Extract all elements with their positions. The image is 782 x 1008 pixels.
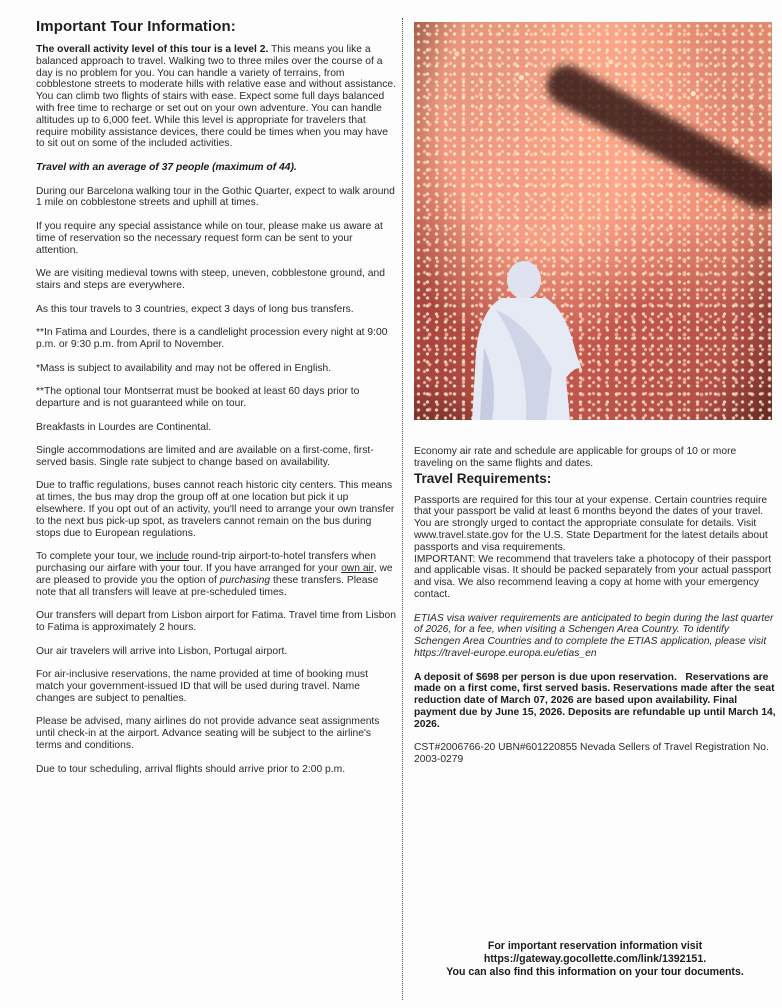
- registration-paragraph: CST#2006766-20 UBN#601220855 Nevada Sellers of Travel Registration No. 2003-0279: [414, 742, 769, 766]
- breakfast-paragraph: Breakfasts in Lourdes are Continental.: [36, 421, 212, 433]
- candlelight-procession-paragraph: **In Fatima and Lourdes, there is a candlelight procession every night at 9:00 p.m. or 9:30 p.m. from April to November.: [36, 327, 388, 350]
- transfers-text-1: To complete your tour, we: [36, 551, 157, 563]
- left-column: [36, 18, 396, 787]
- bus-transfers-paragraph: As this tour travels to 3 countries, expect 3 days of long bus transfers.: [36, 303, 354, 315]
- arrival-time-paragraph: Due to tour scheduling, arrival flights should arrive prior to 2:00 p.m.: [36, 763, 346, 775]
- activity-level-paragraph: [36, 44, 396, 150]
- travel-requirements-heading: Travel Requirements:: [414, 470, 552, 486]
- statue-figure: [466, 258, 590, 420]
- footer-line-1: For important reservation information visit: [487, 940, 703, 952]
- traffic-regulations-paragraph: Due to traffic regulations, buses cannot reach historic city centers. This means at times, the bus may drop the group off at one location but pick it up elsewhere. If you opt out of an activity, you'll need to arrange your own transfer to the next bus pick-up spot, as travelers cannot remain on the bus during stops due to European regulations.: [36, 480, 395, 539]
- special-assistance-paragraph: If you require any special assistance while on tour, please make us aware at time of reservation so the necessary request form can be sent to your attention.: [36, 220, 383, 256]
- activity-level-body: This means you like a balanced approach to travel. Walking two to three miles over the course of a day is no problem for you. You can handle a variety of terrains, from cobblestone streets to moderate hills with relative ease and without assistance. You can climb two flights of stairs with ease. Expect some full days balanced with free time to recharge or set out on your own adventure. You can handle altitudes up to 6,000 feet. While this level is appropriate for travelers that require mobility assistance devices, there could be times when you may have to sit out on some of the included activities.: [36, 44, 397, 150]
- mass-availability-paragraph: *Mass is subject to availability and may not be offered in English.: [36, 362, 332, 374]
- activity-level-lead: The overall activity level of this tour is a level 2.: [36, 44, 269, 55]
- name-match-id-paragraph: For air-inclusive reservations, the name provided at time of booking must match your government-issued ID that will be used during travel. Name changes are subject to penalties.: [36, 669, 368, 704]
- footer-line-3: You can also find this information on your tour documents.: [446, 966, 744, 978]
- barcelona-walking-paragraph: During our Barcelona walking tour in the Gothic Quarter, expect to walk around 1 mile on cobblestone streets and uphill at times.: [36, 185, 395, 209]
- group-size-note: Travel with an average of 37 people (maximum of 44).: [36, 161, 297, 173]
- montserrat-optional-paragraph: **The optional tour Montserrat must be booked at least 60 days prior to departure and is not guaranteed while on tour.: [36, 386, 360, 409]
- transfers-text-3: , we are pleased to provide you the option of: [36, 563, 393, 586]
- passports-paragraph: Passports are required for this tour at your expense. Certain countries require that your passport be valid at least 6 months beyond the dates of your travel. You are strongly urged to contact the appropriate consulate for details. Visit www.travel.state.gov for the U.S. State Department for the latest details about passports and visa requirements.: [414, 494, 768, 553]
- deposit-paragraph: A deposit of $698 per person is due upon reservation. Reservations are made on a first come, first served basis. Reservations made after the seat reduction date of March 07, 2026 are based upon availability. Final payment due by June 15, 2026. Deposits are refundable up until March 14, 2026.: [414, 671, 779, 730]
- transfers-text-2: round-trip airport-to-hotel transfers when purchasing our airfare with your tour. If you have arranged for your: [36, 551, 376, 575]
- reservation-info-footer: [414, 940, 776, 979]
- transfers-text-4: these transfers. Please note that all transfers will leave at pre-scheduled times.: [36, 574, 379, 598]
- lisbon-transfers-paragraph: Our transfers will depart from Lisbon airport for Fatima. Travel time from Lisbon to Fatima is approximately 2 hours.: [36, 610, 396, 634]
- air-travelers-arrival-paragraph: Our air travelers will arrive into Lisbon, Portugal airport.: [36, 645, 288, 657]
- candlelight-procession-photo: [414, 22, 772, 420]
- reservation-link[interactable]: https://gateway.gocollette.com/link/1392151.: [483, 953, 707, 965]
- seat-assignments-paragraph: Please be advised, many airlines do not provide advance seat assignments until check-in at the airport. Advance seating will be subject to the airline's terms and conditions.: [36, 716, 380, 752]
- important-tour-info-heading: Important Tour Information:: [36, 18, 236, 35]
- right-column: [414, 22, 779, 778]
- single-accommodations-paragraph: Single accommodations are limited and are available on a first-come, first-served basis. Single rate subject to change based on availability.: [36, 445, 374, 468]
- medieval-towns-paragraph: We are visiting medieval towns with steep, uneven, cobblestone ground, and stairs and steps are everywhere.: [36, 268, 385, 291]
- transfers-include-underlined: include: [156, 551, 189, 563]
- airport-transfers-paragraph: [36, 551, 396, 598]
- column-divider: [402, 18, 403, 1000]
- transfers-own-air-underlined: own air: [341, 563, 374, 575]
- important-photocopy-paragraph: IMPORTANT: We recommend that travelers take a photocopy of their passport and applicable visas. It should be packed separately from your actual passport and visa. We also recommend leaving a copy at home with your emergency contact.: [414, 553, 772, 600]
- economy-air-note: Economy air rate and schedule are applicable for groups of 10 or more traveling on the same flights and dates.: [414, 446, 737, 469]
- transfers-purchasing-italic: purchasing: [219, 574, 271, 586]
- etias-paragraph: ETIAS visa waiver requirements are anticipated to begin during the last quarter of 2026, for a fee, when visiting a Schengen Area Country. To identify Schengen Area Countries and to complete the ETIAS application, please visit https://travel-europe.europa.eu/etias_en: [414, 612, 774, 659]
